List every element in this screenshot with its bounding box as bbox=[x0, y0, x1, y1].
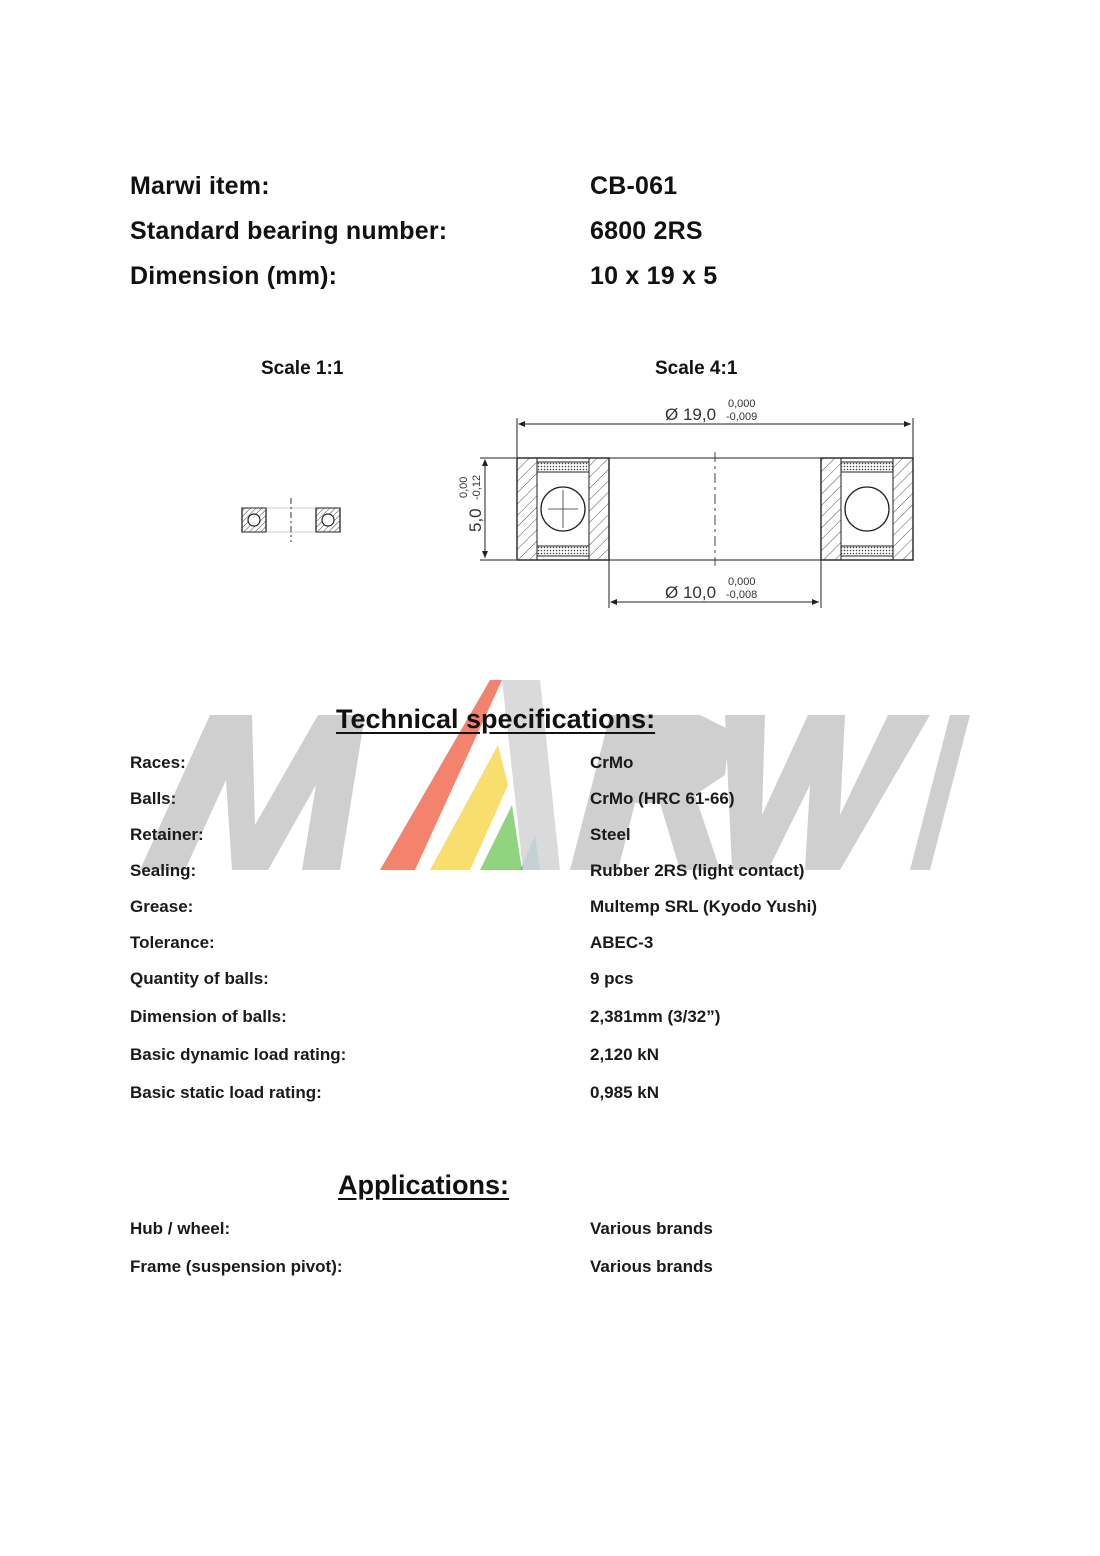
spec-value-dimension-of-balls: 2,381mm (3/32”) bbox=[590, 1007, 721, 1026]
scale-label-small: Scale 1:1 bbox=[261, 358, 344, 379]
app-value-frame: Various brands bbox=[590, 1257, 713, 1276]
header-value-marwi-item: CB-061 bbox=[590, 172, 678, 200]
spec-value-static-load: 0,985 kN bbox=[590, 1083, 659, 1102]
spec-label-static-load: Basic static load rating: bbox=[130, 1083, 322, 1102]
spec-label-retainer: Retainer: bbox=[130, 825, 204, 844]
header-label-dimension: Dimension (mm): bbox=[130, 262, 338, 290]
dim-width: 5,0 bbox=[466, 508, 485, 532]
bearing-drawing-scale-1-1 bbox=[236, 494, 346, 544]
scale-label-large: Scale 4:1 bbox=[655, 358, 738, 379]
spec-value-sealing: Rubber 2RS (light contact) bbox=[590, 861, 805, 880]
spec-label-races: Races: bbox=[130, 753, 186, 772]
spec-value-grease: Multemp SRL (Kyodo Yushi) bbox=[590, 897, 817, 916]
spec-label-grease: Grease: bbox=[130, 897, 194, 916]
dim-outer-tol-lower: -0,009 bbox=[726, 411, 758, 423]
dim-width-tol-lower: -0,12 bbox=[471, 474, 483, 500]
app-value-hub-wheel: Various brands bbox=[590, 1219, 713, 1238]
spec-label-tolerance: Tolerance: bbox=[130, 933, 215, 952]
spec-label-dimension-of-balls: Dimension of balls: bbox=[130, 1007, 287, 1026]
dim-outer-diameter: Ø 19,0 bbox=[665, 405, 717, 424]
spec-value-balls: CrMo (HRC 61-66) bbox=[590, 789, 735, 808]
technical-specifications-title: Technical specifications: bbox=[336, 704, 656, 734]
watermark-letter-w bbox=[725, 715, 930, 870]
watermark-letter-i bbox=[910, 715, 970, 870]
dim-inner-tol-upper: 0,000 bbox=[728, 576, 756, 588]
bearing-drawing-scale-4-1 bbox=[450, 390, 930, 615]
spec-label-sealing: Sealing: bbox=[130, 861, 197, 880]
spec-value-races: CrMo bbox=[590, 753, 634, 772]
header-value-dimension: 10 x 19 x 5 bbox=[590, 262, 718, 290]
app-label-frame: Frame (suspension pivot): bbox=[130, 1257, 343, 1276]
spec-value-dynamic-load: 2,120 kN bbox=[590, 1045, 659, 1064]
header-value-standard-number: 6800 2RS bbox=[590, 217, 703, 245]
spec-value-retainer: Steel bbox=[590, 825, 631, 844]
dim-inner-tol-lower: -0,008 bbox=[726, 589, 758, 601]
spec-label-quantity-of-balls: Quantity of balls: bbox=[130, 969, 269, 988]
header-label-marwi-item: Marwi item: bbox=[130, 172, 270, 200]
dim-width-tol-upper: 0,00 bbox=[458, 476, 470, 498]
spec-value-tolerance: ABEC-3 bbox=[590, 933, 654, 952]
spec-label-balls: Balls: bbox=[130, 789, 177, 808]
applications-title: Applications: bbox=[338, 1170, 510, 1200]
header-label-standard-number: Standard bearing number: bbox=[130, 217, 448, 245]
spec-label-dynamic-load: Basic dynamic load rating: bbox=[130, 1045, 347, 1064]
app-label-hub-wheel: Hub / wheel: bbox=[130, 1219, 231, 1238]
spec-value-quantity-of-balls: 9 pcs bbox=[590, 969, 634, 988]
dim-inner-diameter: Ø 10,0 bbox=[665, 583, 717, 602]
dim-outer-tol-upper: 0,000 bbox=[728, 398, 756, 410]
